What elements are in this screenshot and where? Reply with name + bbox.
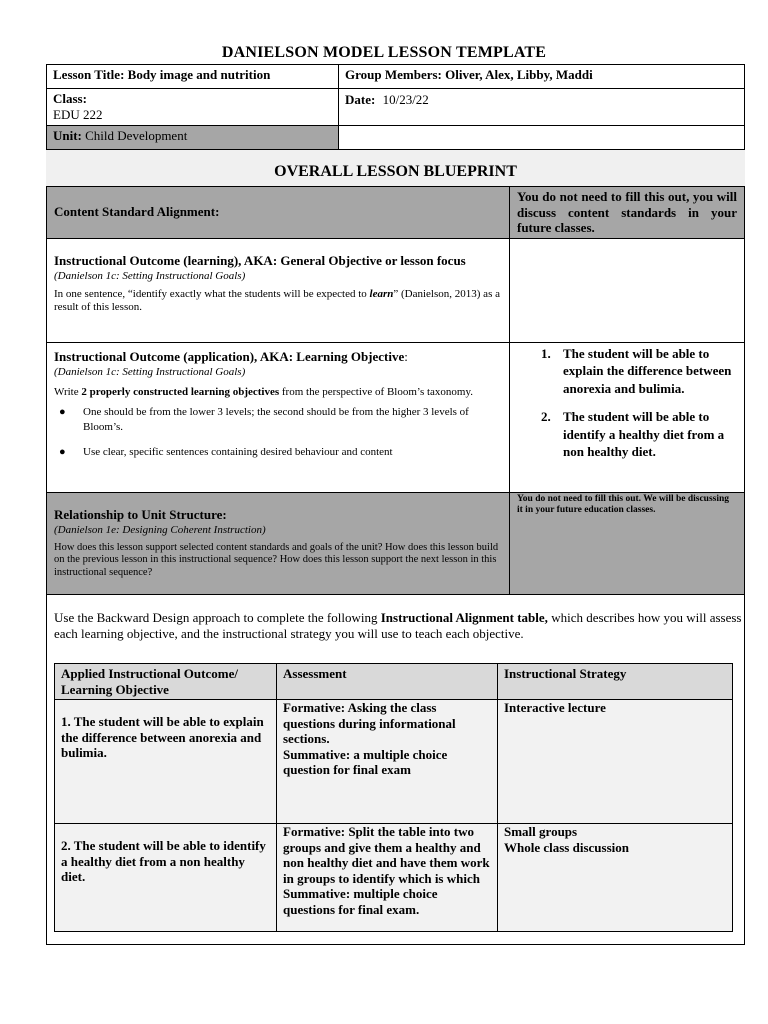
alignment-header-strategy: Instructional Strategy bbox=[498, 664, 733, 700]
date-label: Date: bbox=[345, 92, 376, 107]
learning-objectives-cell bbox=[510, 342, 745, 492]
row-assessment: Formative: Split the table into two groups and give them a healthy and non healthy diet and have them work in groups to identify which is which Summative: multiple choice questions for final exam. bbox=[277, 824, 498, 932]
alignment-header-assessment: Assessment bbox=[277, 664, 498, 700]
list-item: ● One should be from the lower 3 levels; the second should be from the higher 3 levels of Bloom’s. bbox=[59, 405, 469, 433]
list-item: 1. The student will be able to explain the difference between anorexia and bulimia. bbox=[541, 345, 732, 396]
empty-header-cell bbox=[339, 126, 745, 150]
learning-outcome-cell bbox=[47, 238, 510, 342]
alignment-table bbox=[54, 663, 733, 932]
list-item: 2. The student will be able to identify a healthy diet from a non healthy diet. bbox=[541, 409, 725, 459]
unit-cell bbox=[47, 126, 339, 150]
unit-value: Child Development bbox=[85, 128, 188, 143]
application-bullet-list bbox=[54, 405, 502, 460]
row-objective: 1. The student will be able to explain the difference between anorexia and bulimia. bbox=[55, 700, 277, 824]
blueprint-title: OVERALL LESSON BLUEPRINT bbox=[46, 150, 745, 186]
alignment-header-objective: Applied Instructional Outcome/ Learning Objective bbox=[55, 664, 277, 700]
class-cell bbox=[47, 89, 339, 126]
lesson-header-table bbox=[46, 64, 745, 150]
lesson-title-cell bbox=[47, 65, 339, 89]
group-members-label: Group Members: bbox=[345, 67, 442, 82]
blueprint-table bbox=[46, 186, 745, 595]
learning-outcome-cite: (Danielson 1c: Setting Instructional Goals) bbox=[54, 269, 246, 282]
class-value: EDU 222 bbox=[53, 107, 103, 122]
content-standard-note: You do not need to fill this out, you will discuss content standards in your future classes. bbox=[510, 187, 745, 239]
date-value: 10/23/22 bbox=[382, 92, 429, 107]
relationship-cell bbox=[47, 492, 510, 594]
content-standard-cell bbox=[47, 187, 510, 239]
list-item: ● Use clear, specific sentences containing desired behaviour and content bbox=[59, 445, 393, 458]
application-outcome-cite: (Danielson 1c: Setting Instructional Goals) bbox=[54, 365, 246, 378]
learning-outcome-answer bbox=[510, 238, 745, 342]
page-title: DANIELSON MODEL LESSON TEMPLATE bbox=[221, 44, 547, 61]
row-assessment: Formative: Asking the class questions during informational sections. Summative: a multiple choice question for final exam bbox=[277, 700, 498, 824]
table-row bbox=[55, 824, 733, 932]
relationship-cite: (Danielson 1e: Designing Coherent Instruction) bbox=[54, 523, 266, 536]
relationship-title: Relationship to Unit Structure: bbox=[54, 506, 227, 522]
application-outcome-text: Write 2 properly constructed learning objectives from the perspective of Bloom’s taxonomy. bbox=[54, 385, 474, 398]
application-outcome-title: Instructional Outcome (application), AKA: Learning Objective: bbox=[54, 348, 408, 364]
relationship-note-cell bbox=[510, 492, 745, 594]
relationship-text: How does this lesson support selected content standards and goals of the unit? How does this lesson build on the previous lesson in this instructional sequence? How does this lesson support the next lesson in this instructional sequence? bbox=[54, 541, 499, 578]
application-outcome-cell bbox=[47, 342, 510, 492]
learning-outcome-text: In one sentence, “identify exactly what the students will be expected to learn” (Danielson, 2013) as a result of this lesson. bbox=[54, 287, 500, 313]
row-strategy: Interactive lecture bbox=[498, 700, 733, 824]
relationship-note: You do not need to fill this out. We will be discussing it in your future education classes. bbox=[517, 493, 730, 515]
learning-outcome-title: Instructional Outcome (learning), AKA: General Objective or lesson focus bbox=[54, 252, 466, 268]
group-members-value: Oliver, Alex, Libby, Maddi bbox=[445, 67, 593, 82]
table-row bbox=[55, 700, 733, 824]
row-objective: 2. The student will be able to identify a healthy diet from a non healthy diet. bbox=[55, 824, 277, 932]
lesson-title-label: Lesson Title: bbox=[53, 67, 125, 82]
learning-objectives-list bbox=[517, 345, 737, 461]
backward-design-intro: Use the Backward Design approach to complete the following Instructional Alignment table, which describes how you will assess each learning objective, and the instructional strategy you will use to teach each objective. bbox=[54, 610, 742, 641]
content-standard-label: Content Standard Alignment: bbox=[54, 204, 220, 220]
unit-label: Unit: bbox=[53, 128, 82, 143]
row-strategy: Small groups Whole class discussion bbox=[498, 824, 733, 932]
class-label: Class: bbox=[53, 91, 87, 106]
date-cell bbox=[339, 89, 745, 126]
lesson-title-value: Body image and nutrition bbox=[127, 67, 271, 82]
group-members-cell bbox=[339, 65, 745, 89]
